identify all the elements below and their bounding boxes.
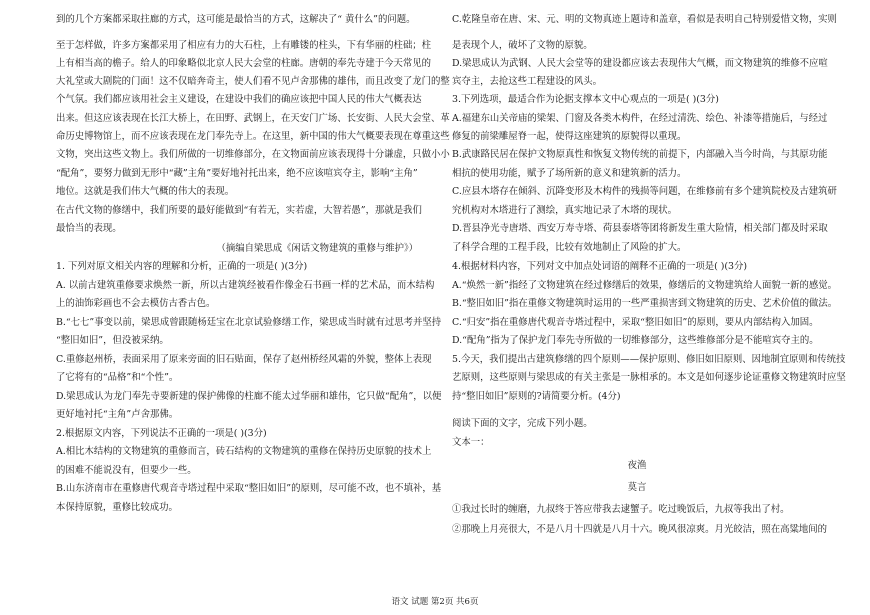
option-text: C.乾隆皇帝在唐、宋、元、明的文物真迹上题诗和盖章，看似是表明自己特别爱惜文物，实则	[452, 14, 837, 25]
text-line: 最恰当的表现。	[56, 223, 122, 234]
option-text: D.“配角”指为了保护龙门奉先寺所做的一切维修部分，这些维修部分是不能喧宾夺主的。	[452, 335, 819, 346]
option-text: B.“整旧如旧”指在重修文物建筑时运用的一些严重损害到文物建筑的历史、艺术价值的做法。	[452, 298, 838, 309]
option-text: 上的油饰彩画也不会去模仿古香古色。	[56, 298, 216, 309]
option-text: B.“七七”事变以前，梁思成曾跟随杨廷宝在北京试验修缮工作，梁思成当时就有过思考并坚持	[56, 317, 442, 328]
text-line: 上有相当高的檐子。给人的印象略似北京人民大会堂的柱廊。唐朝的奉先寺建于今天常见的	[56, 58, 432, 69]
instruction: 阅读下面的文字，完成下列小题。	[452, 418, 593, 429]
option-text: 修复的前梁雕屋脊一起，使得这座建筑的原貌得以重现。	[452, 131, 687, 142]
question-3: 3.下列选项，最适合作为论据支撑本文中心观点的一项是( )(3分)	[452, 94, 719, 105]
source-citation: （摘编自梁思成《闲话文物建筑的重修与维护》）	[216, 243, 418, 254]
text-label: 文本一：	[452, 437, 490, 448]
text-line: 出来。但这应该表现在长江大桥上，在田野、武钢上，在天安门广场、长安街、人民大会堂、革	[56, 113, 450, 124]
option-text: C.“归安”指在重修唐代观音寺塔过程中，采取“整旧如旧”的原则，要从内部结构入加固。	[452, 317, 819, 328]
text-line: 大礼堂或大剧院的门面！这不仅暗奔奇主，使人们看不见卢舍那佛的雄伟，而且改变了龙门的整	[56, 76, 450, 87]
option-text: 本保持原貌，重修比较成功。	[56, 502, 178, 513]
option-text: 宾夺主，去抢这些工程建设的风头。	[452, 76, 603, 87]
option-text: 了它将有的“品格”和“个性”。	[56, 372, 179, 383]
option-text: 更好地衬托“主角”卢舍那佛。	[56, 409, 179, 420]
page-footer: 语文 试题 第2页 共6页	[391, 597, 479, 607]
text-line: 至于怎样做，许多方案都采用了相应有力的大石柱，上有雕镂的柱头，下有华丽的柱础；柱	[56, 40, 432, 51]
option-text: C.应县木塔存在倾斜、沉降变形及木构件的残损等问题，在维修前有多个建筑院校及古建筑研	[452, 186, 837, 197]
text-line: 艺原则，这些原则与梁思成的有关主张是一脉相承的。本文是如何逐步论证重修文物建筑时应坚	[452, 372, 846, 383]
text-line: 命历史博物馆上，而不应该表现在龙门奉先寺上。在这里，新中国的伟大气概要表现在尊重这些	[56, 131, 450, 142]
story-paragraph: ②那晚上月亮很大，不是八月十四就是八月十六。晚风很凉爽。月光皎洁，照在高粱地间的	[452, 524, 828, 535]
text-line: 个气氛。我们都应该用社会主义建设，在建设中我们的确应该把中国人民的伟大气概表达	[56, 94, 422, 105]
option-text: “整旧如旧”，但没被采纳。	[56, 335, 169, 346]
story-author: 莫言	[627, 482, 647, 493]
question-2: 2.根据原文内容，下列说法不正确的一项是( )(3分)	[56, 428, 267, 439]
option-text: 是表现个人，破坏了文物的原貌。	[452, 40, 593, 51]
text-line: 在古代文物的修缮中，我们所要的最好能做到“有若无，实若虚，大智若愚”，那就是我们	[56, 205, 422, 216]
option-text: 了科学合理的工程手段，比较有效地制止了风险的扩大。	[452, 242, 687, 253]
question-4: 4.根据材料内容，下列对文中加点处词语的阐释不正确的一项是( )(3分)	[452, 261, 748, 272]
option-text: 的困难不能说没有，但要少一些。	[56, 465, 197, 476]
question-5: 5.今天，我们提出古建筑修缮的四个原则——保护原则、修旧如旧原则、因地制宜原则和传统技	[452, 354, 846, 365]
option-text: A. 以前古建筑重修要求焕然一新，所以古建筑经被看作像金石书画一样的艺术品，而木结构	[56, 280, 435, 291]
option-text: D.梁思成认为武钢、人民大会堂等的建设都应该去表现伟大气概，而文物建筑的维修不应喧	[452, 58, 828, 69]
text-line: 地位。这就是我们伟大气概的伟大的表现。	[56, 186, 235, 197]
story-paragraph: ①我过长时的缠磨，九叔终于答应带我去逮蟹子。吃过晚饭后，九叔等我出了村。	[452, 504, 790, 515]
text-line: 文物，突出这些文物上。我们所做的一切维修部分，在文物面前应该表现得十分谦虚，只做小小	[56, 149, 450, 160]
option-text: B.武康路民居在保护文物原真性和恢复文物传统的前提下，内部融入当今时尚，与其原功能	[452, 149, 828, 160]
text-line: 持“整旧如旧”原则的?请简要分析。(4分)	[452, 391, 621, 402]
option-text: A.福建东山关帝庙的梁架、门窗及各类木构件，在经过清洗、绘色、补漆等措施后，与经过	[452, 113, 828, 124]
option-text: C.重修赵州桥，表面采用了原来旁面的旧石贴面，保存了赵州桥经风霜的外貌，整体上表现	[56, 354, 432, 365]
option-text: B.山东济南市在重修唐代观音寺塔过程中采取“整旧如旧”的原则，尽可能不改，也不填补，基	[56, 483, 442, 494]
option-text: 究机构对木塔进行了测绘，真实地记录了木塔的现状。	[452, 205, 678, 216]
question-1: 1. 下列对原文相关内容的理解和分析，正确的一项是( )(3分)	[56, 261, 308, 272]
option-text: A.“焕然一新”指经了文物建筑在经过修缮后的效果，修缮后的文物建筑给人面貌一新的感觉。	[452, 280, 837, 291]
text-line: “配角”，要努力做到无形中“藏”主角”要好地衬托出来，绝不应该喧宾夺主，影响“主角”	[56, 168, 418, 179]
option-text: D.晋县净光寺唐塔、西安万寿寺塔、荷县泰塔等团将新发生重大险情，相关部门都及时采取	[452, 223, 828, 234]
story-title: 夜渔	[627, 460, 647, 471]
option-text: 相抗的使用功能，赋予了场所新的意义和建筑新的活力。	[452, 168, 687, 179]
text-line: 到的几个方案都采取拄廊的方式，这可能是最恰当的方式，这解决了“ 黄什么”的问题。	[56, 14, 416, 25]
option-text: A.相比木结构的文物建筑的重修而言，砖石结构的文物建筑的重修在保持历史原貌的技术上	[56, 446, 432, 457]
option-text: D.梁思成认为龙门奉先寺要新建的保护佛像的柱廊不能太过华丽和雄伟，它只做“配角”，以便	[56, 391, 442, 402]
